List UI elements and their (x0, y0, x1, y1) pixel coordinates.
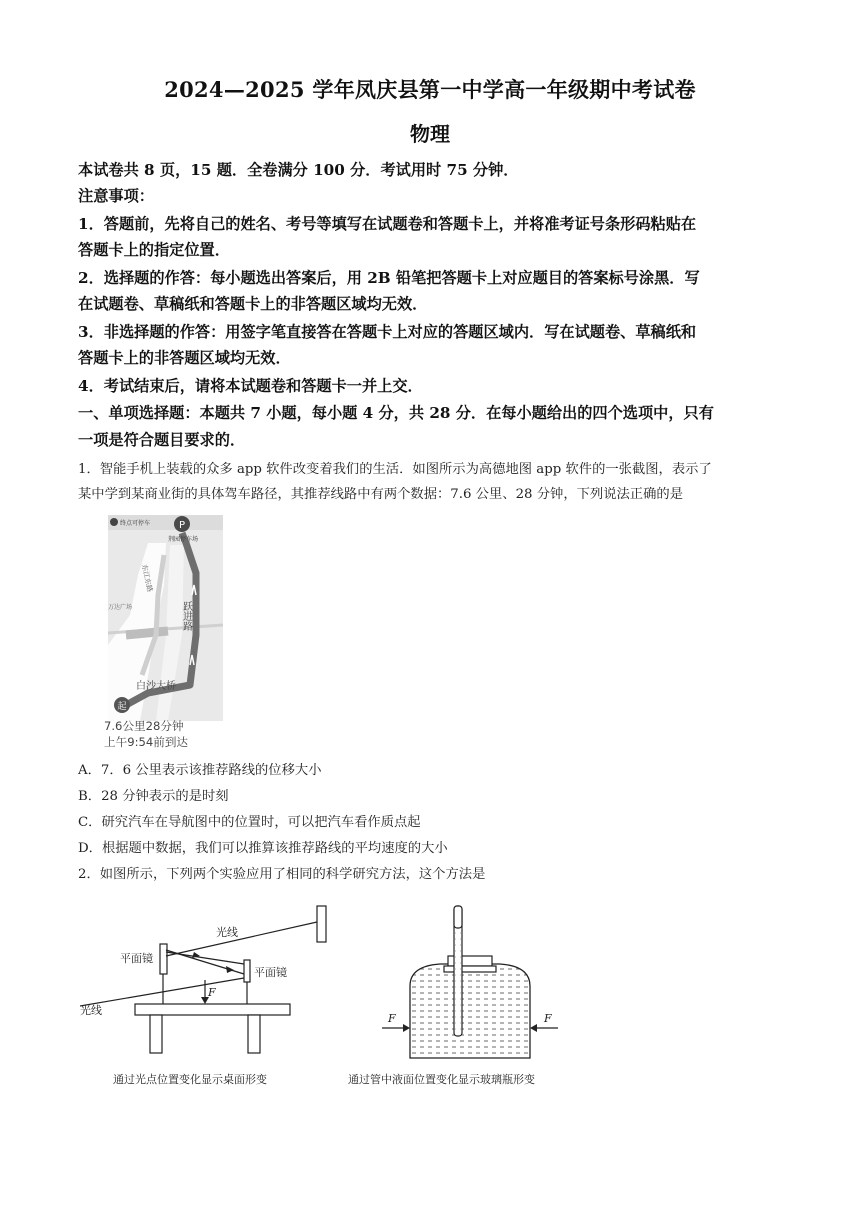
q1-option-b: B．28 分钟表示的是时刻 (78, 789, 229, 804)
notice-2-line-1: 2．选择题的作答：每小题选出答案后，用 2B 铅笔把答题卡上对应题目的答案标号涂黑．写 (78, 269, 700, 287)
start-marker-label: 起 (117, 702, 127, 712)
notice-4-line: 4．考试结束后，请将本试题卷和答题卡一并上交． (78, 377, 423, 395)
q1-option-a: A．7．6 公里表示该推荐路线的位移大小 (78, 763, 322, 778)
notice-3-line-1: 3．非选择题的作答：用签字笔直接答在答题卡上对应的答题区域内．写在试题卷、草稿纸和 (78, 323, 697, 341)
map-street-1: 东江东路 (140, 563, 154, 593)
q2-stem: 2．如图所示，下列两个实验应用了相同的科学研究方法，这个方法是 (78, 867, 486, 882)
intro-line: 本试卷共 8 页，15 题．全卷满分 100 分．考试用时 75 分钟． (78, 161, 519, 179)
notice-3-line-2: 答题卡上的非答题区域均无效． (78, 349, 291, 367)
map-bridge-label: 白沙大桥 (136, 681, 176, 692)
parking-label: P (178, 520, 186, 531)
map-place-left: 万达广场 (108, 604, 133, 611)
section1-line-1: 一、单项选择题：本题共 7 小题，每小题 4 分，共 28 分．在每小题给出的四个选项中，只有 (78, 404, 714, 422)
map-caption-2: 上午9:54前到达 (104, 735, 189, 749)
q1-option-c: C．研究汽车在导航图中的位置时，可以把汽车看作质点起 (78, 815, 421, 830)
map-entrance-label: 荆园停车场 (168, 536, 199, 543)
q1-stem-line-2: 某中学到某商业街的具体驾车路径，其推荐线路中有两个数据：7.6 公里、28 分钟，下列说法正确的是 (78, 487, 683, 502)
map-street-2: 跃进路 (180, 601, 192, 631)
light-bottom-label: 光线 (80, 1004, 102, 1017)
notice-2-line-2: 在试题卷、草稿纸和答题卡上的非答题区域均无效． (78, 295, 428, 313)
route-map (108, 515, 223, 721)
subject-title: 物理 (410, 122, 450, 146)
notice-1-line-1: 1．答题前，先将自己的姓名、考号等填写在试题卷和答题卡上，并将准考证号条形码粘贴在 (78, 215, 697, 233)
left-figure-caption: 通过光点位置变化显示桌面形变 (113, 1073, 267, 1086)
map-caption-1: 7.6公里28分钟 (104, 719, 184, 733)
light-top-label: 光线 (216, 926, 238, 939)
q1-stem-line-1: 1．智能手机上装载的众多 app 软件改变着我们的生活．如图所示为高德地图 app 软件的一张截图，表示了 (78, 462, 712, 477)
right-figure-caption: 通过管中液面位置变化显示玻璃瓶形变 (348, 1073, 535, 1086)
section1-line-2: 一项是符合题目要求的． (78, 431, 246, 449)
glass-bottle-figure (380, 900, 560, 1066)
map-top-label: 终点可停车 (120, 520, 151, 527)
q1-option-d: D．根据题中数据，我们可以推算该推荐路线的平均速度的大小 (78, 841, 448, 856)
mirror-2-label: 平面镜 (254, 966, 287, 979)
notice-1-line-2: 答题卡上的指定位置． (78, 241, 230, 259)
force-right-label: F (544, 1012, 552, 1025)
mirror-1-label: 平面镜 (120, 952, 153, 965)
route-map-graphic (108, 515, 223, 721)
notice-heading: 注意事项： (78, 187, 154, 205)
light-mirror-figure (80, 900, 340, 1060)
force-label: F (208, 986, 216, 999)
force-left-label: F (388, 1012, 396, 1025)
exam-title: 2024—2025 学年凤庆县第一中学高一年级期中考试卷 (164, 77, 696, 102)
